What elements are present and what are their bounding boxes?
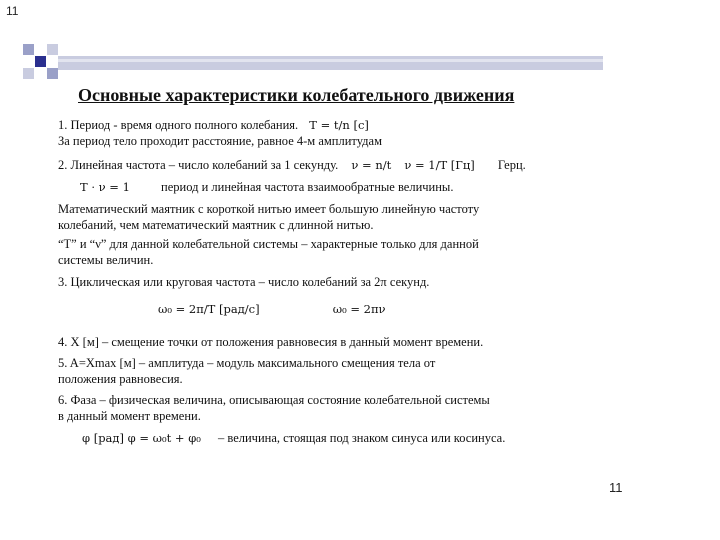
line-period-distance: За период тело проходит расстояние, равное 4-м амплитудам — [58, 134, 382, 148]
line-period: 1. Период - время одного полного колебания. T = t/n [c] — [58, 118, 369, 132]
period-formula: T = t/n [c] — [309, 118, 369, 132]
line-pendulum-1: Математический маятник с короткой нитью имеет большую линейную частоту — [58, 202, 480, 216]
line-cyclic-frequency: 3. Циклическая или круговая частота – число колебаний за 2π секунд. — [58, 275, 430, 289]
deco-bar — [58, 56, 603, 70]
line-phase-formula: φ [рад] φ = ω₀t + φ₀ – величина, стоящая под знаком синуса или косинуса. — [82, 431, 506, 445]
phase-formula: φ [рад] φ = ω₀t + φ₀ — [82, 431, 201, 445]
deco-bar-highlight — [58, 59, 603, 62]
deco-square-5 — [47, 68, 58, 79]
line-linear-frequency: 2. Линейная частота – число колебаний за 1 секунду. ν = n/t ν = 1/T [Гц] Герц. — [58, 158, 526, 172]
line-amplitude-2: положения равновесия. — [58, 372, 183, 386]
deco-square-3 — [47, 44, 58, 55]
slide-title: Основные характеристики колебательного движения — [78, 85, 515, 105]
omega-formula-1: ω₀ = 2π/T [рад/c] — [158, 302, 260, 316]
corner-page-number: 11 — [6, 4, 19, 18]
line-omega-formulas — [158, 302, 386, 317]
deco-square-2 — [35, 56, 46, 67]
hertz-label: Герц. — [497, 158, 526, 172]
line-system-1: “T” и “ν” для данной колебательной системы – характерные только для данной — [58, 237, 479, 251]
line-pendulum-2: колебаний, чем математический маятник с длинной нитью. — [58, 218, 374, 232]
line-amplitude-1: 5. A=Xmax [м] – амплитуда – модуль максимального смещения тела от — [58, 356, 436, 370]
frequency-formula-2: ν = 1/T [Гц] — [404, 158, 475, 172]
deco-square-1 — [23, 44, 34, 55]
slide-header-decoration — [0, 0, 720, 90]
line-displacement: 4. X [м] – смещение точки от положения равновесия в данный момент времени. — [58, 335, 484, 349]
deco-square-4 — [23, 68, 34, 79]
line-system-2: системы величин. — [58, 253, 154, 267]
inverse-formula: T · ν = 1 — [80, 180, 130, 194]
frequency-formula-1: ν = n/t — [351, 158, 392, 172]
line-phase-1: 6. Фаза – физическая величина, описывающая состояние колебательной системы — [58, 393, 490, 407]
page-number: 11 — [609, 480, 623, 495]
omega-formula-2: ω₀ = 2πν — [332, 302, 386, 316]
line-phase-2: в данный момент времени. — [58, 409, 201, 423]
line-inverse-relation: T · ν = 1 период и линейная частота взаимообратные величины. — [80, 180, 454, 194]
